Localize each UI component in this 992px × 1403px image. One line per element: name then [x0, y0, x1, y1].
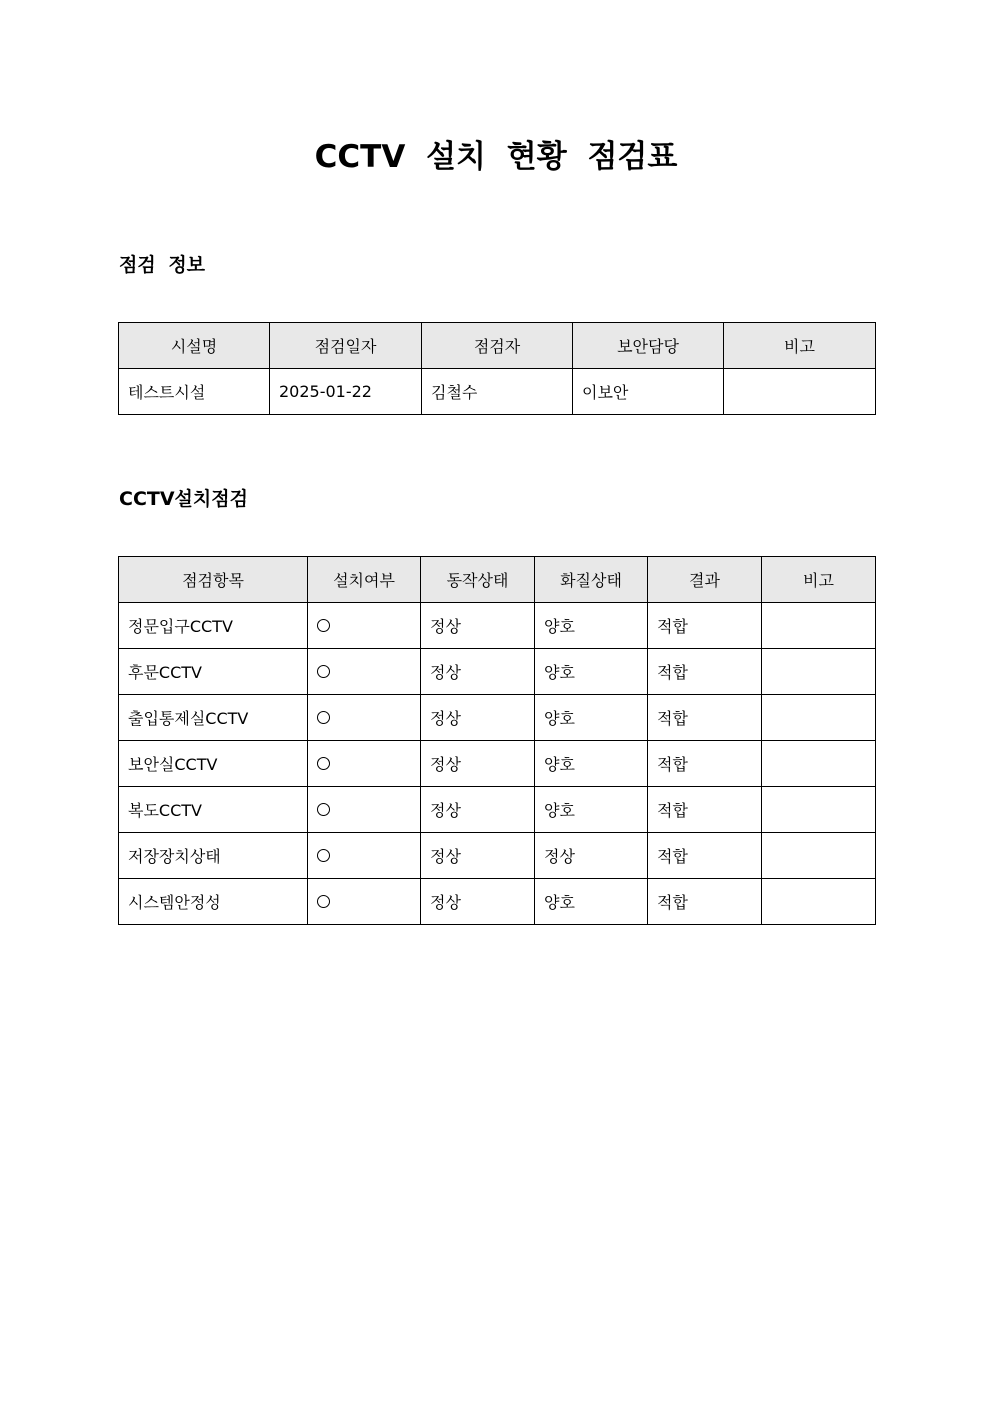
check-operation-cell: 정상	[421, 879, 535, 925]
info-header-note: 비고	[724, 323, 876, 369]
circle-mark-icon	[317, 711, 330, 724]
check-result-cell: 적합	[648, 603, 762, 649]
check-note-cell	[762, 833, 876, 879]
check-header-item: 점검항목	[119, 557, 308, 603]
table-row	[119, 603, 876, 649]
check-item-cell: 저장장치상태	[119, 833, 308, 879]
check-header-operation: 동작상태	[421, 557, 535, 603]
check-installed-cell	[308, 695, 421, 741]
table-row	[119, 879, 876, 925]
check-table	[118, 556, 876, 925]
circle-mark-icon	[317, 849, 330, 862]
check-header-note: 비고	[762, 557, 876, 603]
circle-mark-icon	[317, 895, 330, 908]
check-result-cell: 적합	[648, 649, 762, 695]
check-item-cell: 출입통제실CCTV	[119, 695, 308, 741]
check-note-cell	[762, 603, 876, 649]
check-item-cell: 보안실CCTV	[119, 741, 308, 787]
check-result-cell: 적합	[648, 741, 762, 787]
info-facility-value: 테스트시설	[119, 369, 270, 415]
check-quality-cell: 양호	[535, 741, 648, 787]
info-table	[118, 322, 876, 415]
info-date-value: 2025-01-22	[270, 369, 422, 415]
check-operation-cell: 정상	[421, 787, 535, 833]
check-header-result: 결과	[648, 557, 762, 603]
check-quality-cell: 양호	[535, 603, 648, 649]
table-row	[119, 833, 876, 879]
table-row	[119, 741, 876, 787]
check-section-title: CCTV설치점검	[119, 488, 248, 510]
info-table-row	[119, 369, 876, 415]
check-note-cell	[762, 741, 876, 787]
check-installed-cell	[308, 649, 421, 695]
check-note-cell	[762, 787, 876, 833]
check-header-installed: 설치여부	[308, 557, 421, 603]
info-security-manager-value: 이보안	[573, 369, 724, 415]
check-operation-cell: 정상	[421, 833, 535, 879]
check-quality-cell: 양호	[535, 649, 648, 695]
check-operation-cell: 정상	[421, 741, 535, 787]
table-row	[119, 787, 876, 833]
check-header-quality: 화질상태	[535, 557, 648, 603]
circle-mark-icon	[317, 619, 330, 632]
check-item-cell: 후문CCTV	[119, 649, 308, 695]
info-header-inspector: 점검자	[422, 323, 573, 369]
check-quality-cell: 양호	[535, 695, 648, 741]
info-section-title: 점검 정보	[119, 254, 206, 276]
info-inspector-value: 김철수	[422, 369, 573, 415]
check-installed-cell	[308, 787, 421, 833]
check-operation-cell: 정상	[421, 649, 535, 695]
check-result-cell: 적합	[648, 695, 762, 741]
table-row	[119, 695, 876, 741]
check-note-cell	[762, 879, 876, 925]
check-installed-cell	[308, 603, 421, 649]
info-header-security-manager: 보안담당	[573, 323, 724, 369]
check-installed-cell	[308, 879, 421, 925]
check-installed-cell	[308, 741, 421, 787]
check-quality-cell: 정상	[535, 833, 648, 879]
check-operation-cell: 정상	[421, 603, 535, 649]
info-table-header-row	[119, 323, 876, 369]
check-result-cell: 적합	[648, 787, 762, 833]
check-result-cell: 적합	[648, 879, 762, 925]
info-header-facility: 시설명	[119, 323, 270, 369]
check-operation-cell: 정상	[421, 695, 535, 741]
check-installed-cell	[308, 833, 421, 879]
check-note-cell	[762, 649, 876, 695]
check-item-cell: 정문입구CCTV	[119, 603, 308, 649]
table-row	[119, 649, 876, 695]
info-note-value	[724, 369, 876, 415]
check-note-cell	[762, 695, 876, 741]
check-result-cell: 적합	[648, 833, 762, 879]
check-quality-cell: 양호	[535, 787, 648, 833]
check-item-cell: 시스템안정성	[119, 879, 308, 925]
circle-mark-icon	[317, 803, 330, 816]
check-item-cell: 복도CCTV	[119, 787, 308, 833]
circle-mark-icon	[317, 665, 330, 678]
check-table-header-row	[119, 557, 876, 603]
document-title: CCTV 설치 현황 점검표	[314, 139, 678, 175]
info-header-date: 점검일자	[270, 323, 422, 369]
check-quality-cell: 양호	[535, 879, 648, 925]
circle-mark-icon	[317, 757, 330, 770]
